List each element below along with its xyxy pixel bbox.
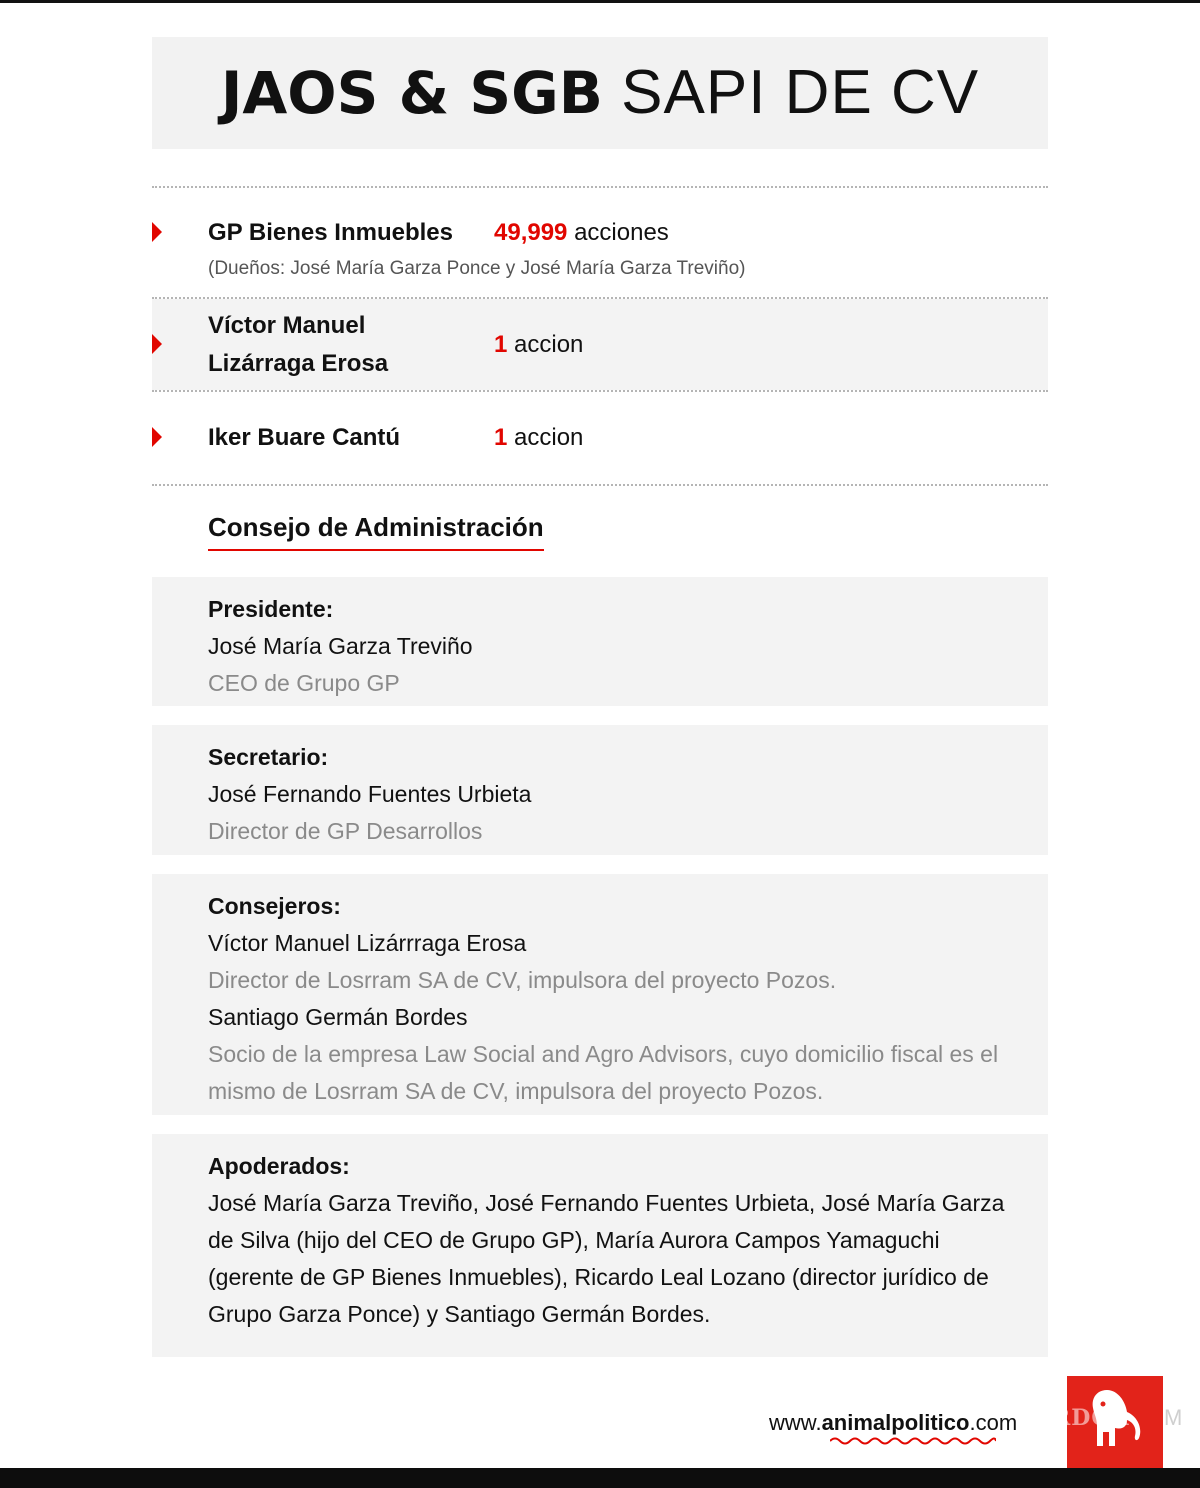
page-title xyxy=(220,58,980,127)
shareholder-name xyxy=(208,307,388,383)
person-description: Socio de la empresa Law Social and Agro Advisors, cuyo domicilio fiscal es el mismo de Losrram SA de CV, impulsora del proyecto Pozos. xyxy=(208,1041,999,1104)
role-label: Apoderados: xyxy=(208,1153,350,1179)
watermark: RDOA xyxy=(1052,1405,1130,1431)
bottom-bar xyxy=(0,1468,1200,1488)
shares-label: acciones xyxy=(574,219,669,246)
shareholder-name: Iker Buare Cantú xyxy=(208,424,401,451)
board-card-presidente xyxy=(152,577,1048,706)
shareholder-name: GP Bienes Inmuebles xyxy=(208,219,453,246)
shares-label: accion xyxy=(514,424,584,451)
shares-label: accion xyxy=(514,331,584,358)
board-card-apoderados xyxy=(152,1134,1048,1357)
shareholder-owners-note: (Dueños: José María Garza Ponce y José María Garza Treviño) xyxy=(208,258,746,279)
shares-count: 1 xyxy=(494,331,508,358)
role-label: Presidente: xyxy=(208,596,334,622)
board-card-consejeros xyxy=(152,874,1048,1115)
url-suffix: .com xyxy=(969,1410,1018,1435)
person-name: José María Garza Treviño xyxy=(208,633,473,659)
board-heading: Consejo de Administración xyxy=(208,512,544,551)
shares-count: 49,999 xyxy=(494,219,568,246)
shareholder-shares xyxy=(494,214,669,252)
url-brand: animalpolitico xyxy=(821,1410,970,1435)
divider xyxy=(152,186,1048,188)
shareholder-name-line1: Víctor Manuel xyxy=(208,312,366,339)
apoderados-list: José María Garza Treviño, José Fernando Fuentes Urbieta, José María Garza de Silva (hijo del CEO de Grupo GP), María Aurora Campos Yamaguchi (gerente de GP Bienes Inmuebles), Ricardo Leal Lozano (director jurídico de Grupo Garza Ponce) y Santiago Germán Bordes. xyxy=(208,1190,1005,1327)
title-bold: JAOS & SGB xyxy=(220,59,603,127)
shareholder-shares xyxy=(494,326,583,364)
title-light: SAPI DE CV xyxy=(621,58,980,127)
person-description: Director de GP Desarrollos xyxy=(208,818,483,844)
shareholder-shares xyxy=(494,419,583,457)
brand-squiggle-icon xyxy=(830,1436,996,1446)
board-card-secretario xyxy=(152,725,1048,855)
url-prefix: www. xyxy=(769,1410,822,1435)
person-description: Director de Losrram SA de CV, impulsora del proyecto Pozos. xyxy=(208,967,837,993)
shareholder-name-line2: Lizárraga Erosa xyxy=(208,350,389,377)
bullet-arrow-icon xyxy=(152,427,162,447)
bullet-arrow-icon xyxy=(152,334,162,354)
person-description: CEO de Grupo GP xyxy=(208,670,400,696)
shares-count: 1 xyxy=(494,424,508,451)
person-name: José Fernando Fuentes Urbieta xyxy=(208,781,532,807)
bullet-arrow-icon xyxy=(152,222,162,242)
person-name: Santiago Germán Bordes xyxy=(208,1004,468,1030)
role-label: Consejeros: xyxy=(208,893,341,919)
divider xyxy=(152,484,1048,486)
divider xyxy=(152,390,1048,392)
site-url[interactable] xyxy=(769,1410,1017,1436)
role-label: Secretario: xyxy=(208,744,329,770)
top-rule xyxy=(0,0,1200,3)
person-name: Víctor Manuel Lizárrraga Erosa xyxy=(208,930,527,956)
watermark-tail: M xyxy=(1164,1405,1183,1430)
title-banner xyxy=(152,37,1048,149)
